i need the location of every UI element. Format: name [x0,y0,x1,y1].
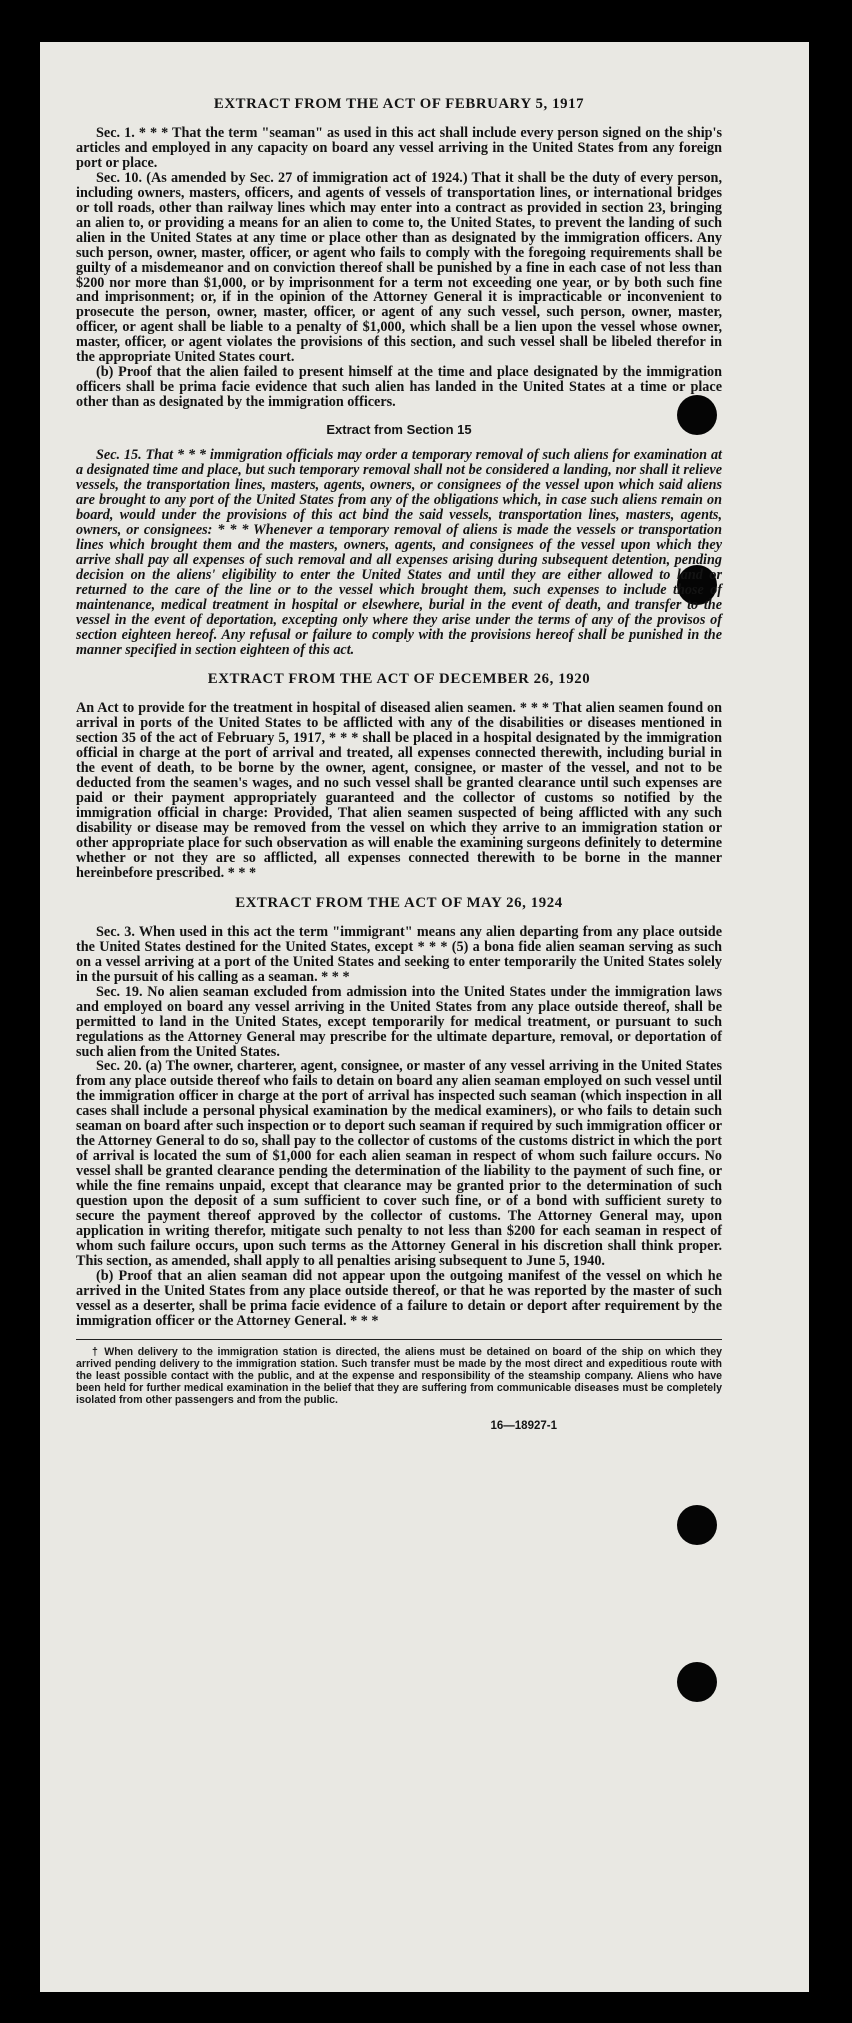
punch-hole-3 [677,1505,717,1545]
section-1-text: Sec. 1. * * * That the term "seaman" as used in this act shall include every person signed on the ship's articles and employed in any capacity on board any vessel arriving in the United States from any foreign port or place. [76,125,722,171]
form-number: 16—18927-1 [490,1419,557,1432]
section-20b-text: (b) Proof that an alien seaman did not appear upon the outgoing manifest of the vessel on which he arrived in the United States from any place outside thereof, or that he was reported by the master of such vessel as a deserter, shall be prima facie evidence of a failure to detain or deport after requirement by the immigration officer or the Attorney General. * * * [76,1267,722,1329]
section-10-text: Sec. 10. (As amended by Sec. 27 of immigration act of 1924.) That it shall be the duty of every person, including owners, masters, officers, and agents of vessels of transportation lines, or international bridges or toll roads, other than railway lines which may enter into a contract as provided in section 23, bringing an alien to, or providing a means for an alien to come to, the United States, to prevent the landing of such alien in the United States at any time or place other than as designated by the immigration officers. Any such person, owner, master, officer, or agent who fails to comply with the foregoing requirements shall be guilty of a misdemeanor and on conviction thereof shall be punished by a fine in each case of not less than $200 nor more than $1,000, or by imprisonment for a term not exceeding one year, or by both such fine and imprisonment; or, if in the opinion of the Attorney General it is impracticable or inconvenient to prosecute the person, owner, master, officer, or agent of any such vessel, such person, owner, master, officer, or agent shall be liable to a penalty of $1,000, which shall be a lien upon the vessel whose owner, master, officer, or agent violates the provisions of this section, and such vessel shall be libeled therefor in the appropriate United States court. [76,169,722,366]
heading-act-1920: EXTRACT FROM THE ACT OF DECEMBER 26, 1920 [207,671,591,688]
section-3-text: Sec. 3. When used in this act the term "immigrant" means any alien departing from any place outside the United States destined for the United States, except * * * (5) a bona fide alien seaman serving as such on a vessel arriving at a port of the United States and seeking to enter temporarily the United States solely in the pursuit of his calling as a seaman. * * * [76,923,722,985]
section-19-text: Sec. 19. No alien seaman excluded from admission into the United States under the immigration laws and employed on board any vessel arriving in the United States from any place outside thereof, shall be permitted to land in the United States, except temporarily for medical treatment, or pursuant to such regulations as the Attorney General may prescribe for the ultimate departure, removal, or deportation of such alien from the United States. [76,983,722,1060]
footnote-divider [76,1339,722,1340]
heading-section-15: Extract from Section 15 [326,422,472,438]
section-10b-text: (b) Proof that the alien failed to present himself at the time and place designated by the immigration officers shall be prima facie evidence that such alien has landed in the United States at a time or place other than as designated by the immigration officers. [76,364,722,411]
section-15-text: Sec. 15. That * * * immigration officials may order a temporary removal of such aliens for examination at a designated time and place, but such temporary removal shall not be considered a landing, nor shall it relieve vessels, the transportation lines, masters, agents, owners, or consignees of the vessel upon which said aliens are brought to any port of the United States from any of the obligations which, in case such aliens remain on board, would under the provisions of this act bind the said vessels, transportation lines, masters, agents, owners, or consignees: * * * Whenever a temporary removal of aliens is made the vessels or transportation lines which brought them and the masters, owners, agents, and consignees of the vessel upon which they arrive shall pay all expenses of such removal and all expenses arising during subsequent detention, pending decision on the aliens' eligibility to enter the United States and until they are either allowed to land or returned to the care of the line or to the vessel which brought them, such expenses to include those of maintenance, medical treatment in hospital or elsewhere, burial in the event of death, and transfer to the vessel in the event of deportation, excepting only where they arise under the terms of any of the provisos of section eighteen hereof. Any refusal or failure to comply with the provisions hereof shall be punished in the manner specified in section eighteen of this act. [76,447,722,658]
act-1920-text: An Act to provide for the treatment in hospital of diseased alien seamen. * * * That alien seamen found on arrival in ports of the United States to be afflicted with any of the disabilities or diseases mentioned in section 35 of the act of February 5, 1917, * * * shall be placed in a hospital designated by the immigration official in charge at the port of arrival and treated, all expenses connected therewith, including burial in the event of death, to be borne by the owner, agent, consignee, or master of the vessel, and not to be deducted from the seamen's wages, and no such vessel shall be granted clearance until such expenses are paid or their payment appropriately guaranteed and the collector of customs so notified by the immigration official in charge: Provided, That alien seamen suspected of being afflicted with any such disability or disease may be removed from the vessel on which they arrive to an immigration station or other appropriate place for such observation as will enable the examining surgeons definitely to determine whether or not they are so afflicted, all expenses connected therewith to be borne in the manner hereinbefore prescribed. * * * [76,700,722,881]
punch-hole-4 [677,1662,717,1702]
heading-act-1924: EXTRACT FROM THE ACT OF MAY 26, 1924 [235,894,563,911]
document-text [76,96,722,1432]
heading-act-1917: EXTRACT FROM THE ACT OF FEBRUARY 5, 1917 [213,96,585,112]
footnote-text: † When delivery to the immigration station is directed, the aliens must be detained on board of the ship on which they arrived pending delivery to the immigration station. Such transfer must be made by the most direct and expeditious route with the least possible contact with the public, and at the expense and responsibility of the steamship company. Aliens who have been held for further medical examination in the belief that they are suffering from communicable diseases must be completely isolated from other passengers and from the public. [76,1345,722,1406]
section-20-text: Sec. 20. (a) The owner, charterer, agent, consignee, or master of any vessel arriving in the United States from any place outside thereof who fails to detain on board any alien seaman employed on such vessel until the immigration officer in charge at the port of arrival has inspected such seaman (which inspection in all cases shall include a personal physical examination by the medical examiners), or who fails to detain such seaman on board after such inspection or to deport such seaman if required by such immigration officer or the Attorney General to do so, shall pay to the collector of customs of the customs district in which the port of arrival is located the sum of $1,000 for each alien seaman in respect of whom such failure occurs. No vessel shall be granted clearance pending the determination of the liability to the payment of such fine, or while the fine remains unpaid, except that clearance may be granted prior to the determination of such question upon the deposit of a sum sufficient to cover such fine, or of a bond with sufficient surety to secure the payment thereof approved by the collector of customs. The Attorney General may, upon application in writing therefor, mitigate such penalty to not less than $200 for each seaman in respect of whom such failure occurs, upon such terms as the Attorney General in his discretion shall think proper. This section, as amended, shall apply to all penalties arising subsequent to June 5, 1940. [76,1058,722,1269]
